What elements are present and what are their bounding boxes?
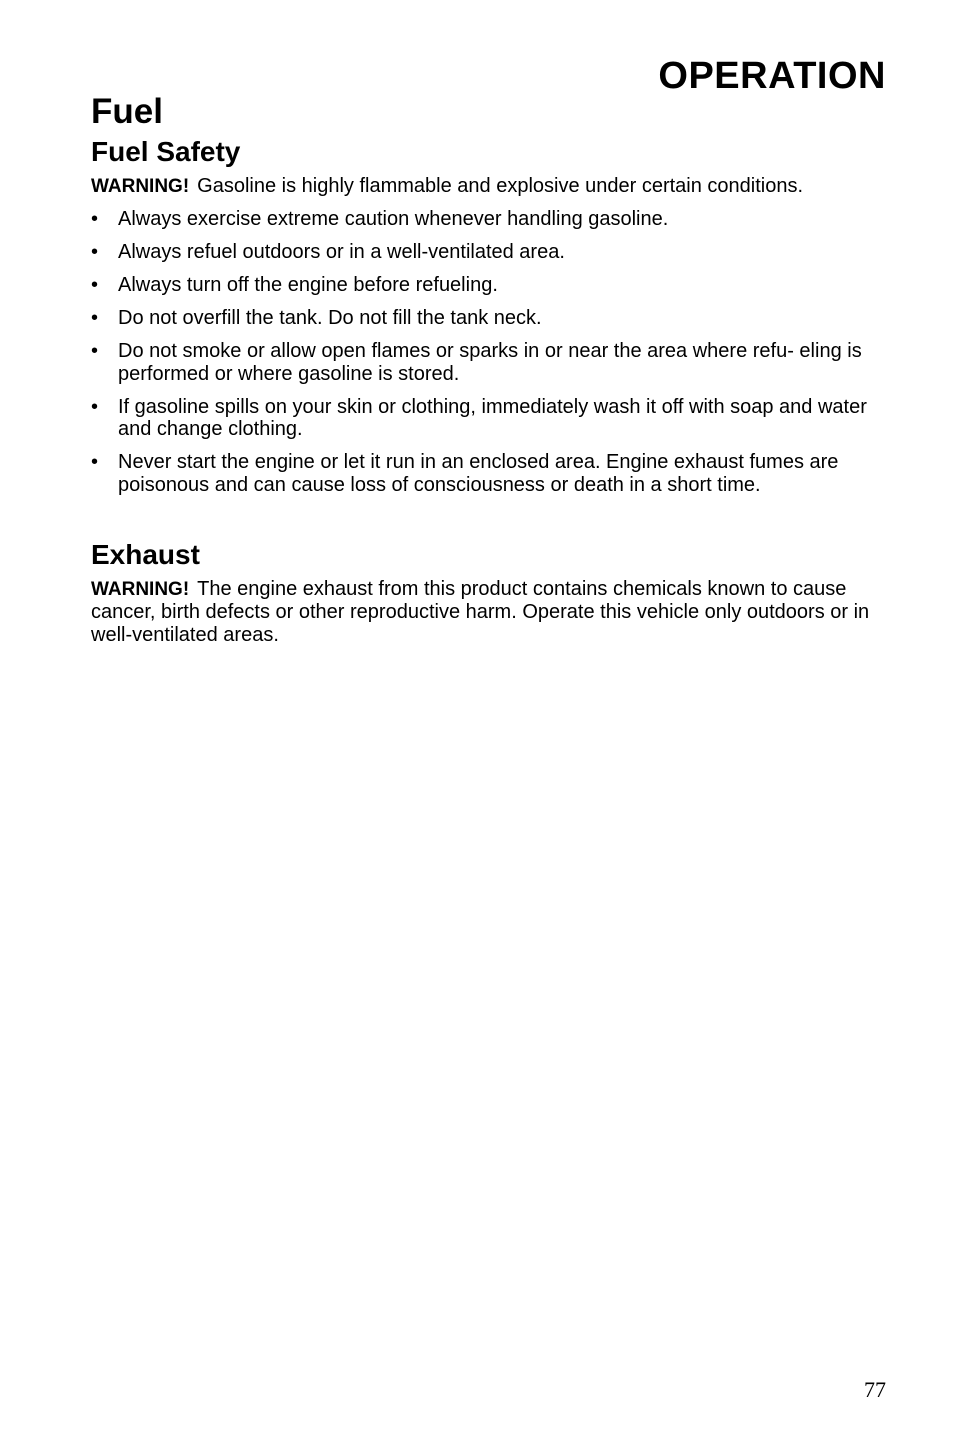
list-item-text: Do not smoke or allow open flames or sparks in or near the area where refu- eling is performed or where gasoline is stored. bbox=[118, 340, 862, 385]
list-item-text: Always turn off the engine before refueling. bbox=[118, 274, 498, 296]
exhaust-section bbox=[91, 538, 886, 647]
fuel-safety-heading: Fuel Safety bbox=[91, 136, 241, 167]
fuel-safety-section bbox=[91, 135, 886, 507]
section-header: OPERATION bbox=[658, 55, 886, 97]
exhaust-heading: Exhaust bbox=[91, 539, 200, 570]
list-item-text: Do not overfill the tank. Do not fill the tank neck. bbox=[118, 307, 542, 329]
bullet-marker: • bbox=[91, 241, 99, 263]
list-item bbox=[91, 396, 886, 441]
bullet-marker: • bbox=[91, 395, 99, 418]
bullet-marker: • bbox=[91, 307, 99, 329]
bullet-marker: • bbox=[91, 274, 99, 296]
list-item-text: Always refuel outdoors or in a well-ventilated area. bbox=[118, 241, 565, 263]
fuel-warning-text: Gasoline is highly flammable and explosive under certain conditions. bbox=[197, 175, 804, 197]
fuel-warning bbox=[91, 175, 886, 198]
page-title: Fuel bbox=[91, 92, 163, 131]
exhaust-warning-label: WARNING! bbox=[91, 579, 190, 600]
list-item bbox=[91, 307, 886, 330]
bullet-marker: • bbox=[91, 208, 99, 230]
list-item bbox=[91, 451, 886, 496]
list-item bbox=[91, 208, 886, 231]
list-item-text: Always exercise extreme caution whenever handling gasoline. bbox=[118, 208, 669, 230]
bullet-marker: • bbox=[91, 340, 99, 362]
bullet-marker: • bbox=[91, 451, 99, 473]
page-number: 77 bbox=[864, 1377, 886, 1402]
fuel-safety-list bbox=[91, 208, 886, 496]
manual-page bbox=[91, 0, 886, 1454]
exhaust-warning-text: The engine exhaust from this product contains chemicals known to cause cancer, birth defects or other reproductive harm. Operate this vehicle only outdoors or in well-ventilated areas. bbox=[91, 578, 870, 646]
list-item bbox=[91, 241, 886, 264]
exhaust-warning bbox=[91, 578, 886, 647]
list-item bbox=[91, 340, 886, 385]
fuel-warning-label: WARNING! bbox=[91, 176, 190, 197]
list-item bbox=[91, 274, 886, 297]
list-item-text: Never start the engine or let it run in an enclosed area. Engine exhaust fumes are poisonous and can cause loss of consciousness or death in a short time. bbox=[118, 451, 839, 496]
list-item-text: If gasoline spills on your skin or clothing, immediately wash it off with soap and water and change clothing. bbox=[118, 395, 867, 440]
